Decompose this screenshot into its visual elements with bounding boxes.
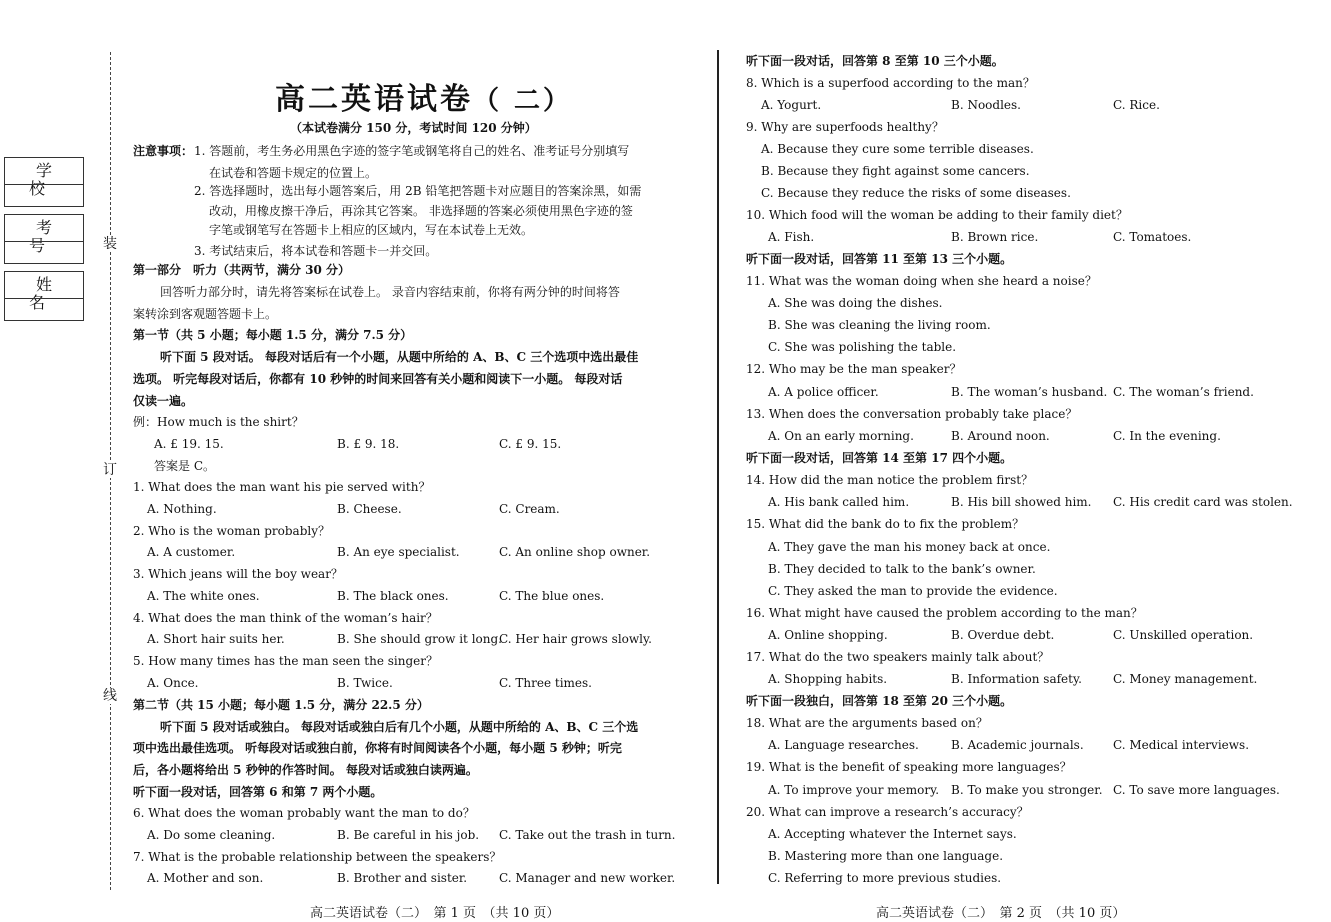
name-label: 姓 名 xyxy=(28,275,66,312)
option-a: A. Do some cleaning. xyxy=(147,828,276,842)
prompt-18-20: 听下面一段独白，回答第 18 至第 20 三个小题。 xyxy=(746,694,1013,708)
option-c: C. The blue ones. xyxy=(499,589,605,603)
option-a: A. The white ones. xyxy=(147,589,260,603)
option-c: C. Rice. xyxy=(1113,98,1160,112)
question: 13. When does the conversation probably take place？ xyxy=(746,407,1078,421)
option-a: A. Once. xyxy=(147,676,199,690)
prompt-14-17: 听下面一段对话，回答第 14 至第 17 四个小题。 xyxy=(746,451,1013,465)
option-a: A. Mother and son. xyxy=(147,871,264,885)
option-a: A. Yogurt. xyxy=(761,98,822,112)
notice-line: 字笔或钢笔写在答题卡上相应的区域内，写在本试卷上无效。 xyxy=(209,223,534,237)
notice-line: 3. 考试结束后，将本试卷和答题卡一并交回。 xyxy=(194,244,438,258)
question: 9. Why are superfoods healthy？ xyxy=(746,120,944,134)
option-c: C. She was polishing the table. xyxy=(768,340,957,354)
section1-instruction: 听下面 5 段对话。 每段对话后有一个小题，从题中所给的 A、B、C 三个选项中选出最佳 xyxy=(160,350,639,364)
option-a: A. Short hair suits her. xyxy=(147,632,285,646)
school-label: 学 校 xyxy=(28,161,66,198)
option-c: C. Manager and new worker. xyxy=(499,871,676,885)
option-b: B. Because they fight against some cancers. xyxy=(761,164,1030,178)
option-a: A. Language researches. xyxy=(768,738,919,752)
option-a: A. On an early morning. xyxy=(768,429,914,443)
option-b: B. Overdue debt. xyxy=(951,628,1055,642)
option-a: A. Nothing. xyxy=(147,502,217,516)
question: 15. What did the bank do to fix the problem？ xyxy=(746,517,1025,531)
option-b: B. The woman’s husband. xyxy=(951,385,1108,399)
field-divider xyxy=(5,241,83,242)
option-b: B. She was cleaning the living room. xyxy=(768,318,991,332)
prompt-11-13: 听下面一段对话，回答第 11 至第 13 三个小题。 xyxy=(746,252,1013,266)
column-divider xyxy=(717,50,719,884)
page-footer-left: 高二英语试卷（二） 第 1 页 （共 10 页） xyxy=(310,906,560,921)
question: 4. What does the man think of the woman’s hair？ xyxy=(133,611,438,625)
prompt-6-7: 听下面一段对话，回答第 6 和第 7 两个小题。 xyxy=(133,785,383,799)
title-main: 高二英语试卷 xyxy=(275,82,473,117)
page-title xyxy=(275,74,572,118)
option-c: C. Unskilled operation. xyxy=(1113,628,1254,642)
option-b: B. Mastering more than one language. xyxy=(768,849,1004,863)
notice-line: 在试卷和答题卡规定的位置上。 xyxy=(209,166,378,180)
question: 17. What do the two speakers mainly talk about？ xyxy=(746,650,1050,664)
section1-instruction: 选项。 听完每段对话后，你都有 10 秒钟的时间来回答有关小题和阅读下一小题。 每段对话 xyxy=(133,372,623,386)
question: 2. Who is the woman probably？ xyxy=(133,524,330,538)
question: 8. Which is a superfood according to the man？ xyxy=(746,76,1035,90)
question: 6. What does the woman probably want the man to do？ xyxy=(133,806,475,820)
option-c: C. His credit card was stolen. xyxy=(1113,495,1293,509)
option-c: C. To save more languages. xyxy=(1113,783,1280,797)
question: 7. What is the probable relationship between the speakers？ xyxy=(133,850,502,864)
exam-number-label: 考 号 xyxy=(28,218,66,255)
option-a: A. Accepting whatever the Internet says. xyxy=(768,827,1017,841)
option-b: B. Noodles. xyxy=(951,98,1021,112)
part1-intro: 回答听力部分时，请先将答案标在试卷上。 录音内容结束前，你将有两分钟的时间将答 xyxy=(160,285,620,299)
option-a: A. Online shopping. xyxy=(768,628,888,642)
section1-heading: 第一节（共 5 小题；每小题 1.5 分，满分 7.5 分） xyxy=(133,328,413,342)
exam-number-field[interactable] xyxy=(4,214,84,264)
part1-heading: 第一部分 听力（共两节，满分 30 分） xyxy=(133,263,351,277)
option-b: B. To make you stronger. xyxy=(951,783,1103,797)
question: 12. Who may be the man speaker？ xyxy=(746,362,962,376)
option-a: A. A police officer. xyxy=(768,385,879,399)
option-b: B. Brown rice. xyxy=(951,230,1039,244)
name-field[interactable] xyxy=(4,271,84,321)
question: 14. How did the man notice the problem first？ xyxy=(746,473,1034,487)
question: 20. What can improve a research’s accuracy？ xyxy=(746,805,1029,819)
page-footer-right: 高二英语试卷（二） 第 2 页 （共 10 页） xyxy=(876,906,1126,921)
notice-line: 改动，用橡皮擦干净后，再涂其它答案。 非选择题的答案必须使用黑色字迹的签 xyxy=(209,204,633,218)
option-c: C. In the evening. xyxy=(1113,429,1221,443)
notice-label: 注意事项： xyxy=(133,144,194,158)
option-c: C. Because they reduce the risks of some diseases. xyxy=(761,186,1071,200)
question: 5. How many times has the man seen the singer？ xyxy=(133,654,439,668)
example-option-a: A. £ 19. 15. xyxy=(154,437,224,451)
option-b: B. Information safety. xyxy=(951,672,1082,686)
part1-intro: 案转涂到客观题答题卡上。 xyxy=(133,307,278,321)
option-b: B. Cheese. xyxy=(337,502,402,516)
option-c: C. Medical interviews. xyxy=(1113,738,1250,752)
section2-instruction: 项中选出最佳选项。 听每段对话或独白前，你将有时间阅读各个小题，每小题 5 秒钟；听完 xyxy=(133,741,622,755)
option-a: A. A customer. xyxy=(147,545,236,559)
option-a: A. His bank called him. xyxy=(768,495,910,509)
option-c: C. The woman’s friend. xyxy=(1113,385,1254,399)
prompt-8-10: 听下面一段对话，回答第 8 至第 10 三个小题。 xyxy=(746,54,1004,68)
question: 19. What is the benefit of speaking more languages？ xyxy=(746,760,1072,774)
section2-heading: 第二节（共 15 小题；每小题 1.5 分，满分 22.5 分） xyxy=(133,698,429,712)
option-b: B. The black ones. xyxy=(337,589,449,603)
question: 1. What does the man want his pie served with？ xyxy=(133,480,431,494)
option-c: C. Referring to more previous studies. xyxy=(768,871,1002,885)
option-c: C. Three times. xyxy=(499,676,592,690)
school-field[interactable] xyxy=(4,157,84,207)
binding-char-zhuang: 装 xyxy=(103,236,117,252)
option-a: A. Fish. xyxy=(768,230,815,244)
example-option-b: B. £ 9. 18. xyxy=(337,437,400,451)
option-c: C. Take out the trash in turn. xyxy=(499,828,676,842)
option-c: C. Money management. xyxy=(1113,672,1258,686)
option-a: A. They gave the man his money back at once. xyxy=(768,540,1051,554)
question: 18. What are the arguments based on？ xyxy=(746,716,988,730)
field-divider xyxy=(5,298,83,299)
example-answer: 答案是 C。 xyxy=(154,459,215,473)
option-c: C. Tomatoes. xyxy=(1113,230,1192,244)
option-c: C. Her hair grows slowly. xyxy=(499,632,652,646)
option-c: C. Cream. xyxy=(499,502,560,516)
section2-instruction: 听下面 5 段对话或独白。 每段对话或独白后有几个小题，从题中所给的 A、B、C 三个选 xyxy=(160,720,639,734)
option-c: C. They asked the man to provide the evidence. xyxy=(768,584,1058,598)
notice-line: 1. 答题前，考生务必用黑色字迹的签字笔或钢笔将自己的姓名、准考证号分别填写 xyxy=(194,144,630,158)
option-b: B. An eye specialist. xyxy=(337,545,460,559)
example-option-c: C. £ 9. 15. xyxy=(499,437,562,451)
option-a: A. Because they cure some terrible diseases. xyxy=(761,142,1034,156)
example-question: 例：How much is the shirt？ xyxy=(133,415,304,429)
notice-line: 2. 答选择题时，选出每小题答案后，用 2B 铅笔把答题卡对应题目的答案涂黑，如需 xyxy=(194,184,642,198)
title-paren: （ 二） xyxy=(473,86,573,116)
section1-instruction: 仅读一遍。 xyxy=(133,394,194,408)
question: 11. What was the woman doing when she heard a noise？ xyxy=(746,274,1097,288)
option-a: A. Shopping habits. xyxy=(768,672,888,686)
option-b: B. Around noon. xyxy=(951,429,1050,443)
option-a: A. To improve your memory. xyxy=(768,783,940,797)
option-b: B. Brother and sister. xyxy=(337,871,468,885)
option-a: A. She was doing the dishes. xyxy=(768,296,943,310)
option-b: B. She should grow it long. xyxy=(337,632,502,646)
option-b: B. Academic journals. xyxy=(951,738,1084,752)
binding-char-xian: 线 xyxy=(103,688,117,704)
question: 10. Which food will the woman be adding to their family diet？ xyxy=(746,208,1128,222)
option-b: B. Be careful in his job. xyxy=(337,828,480,842)
field-divider xyxy=(5,184,83,185)
exam-subtitle: （本试卷满分 150 分，考试时间 120 分钟） xyxy=(290,121,537,135)
option-b: B. They decided to talk to the bank’s owner. xyxy=(768,562,1036,576)
question: 16. What might have caused the problem according to the man？ xyxy=(746,606,1143,620)
question: 3. Which jeans will the boy wear？ xyxy=(133,567,343,581)
option-b: B. His bill showed him. xyxy=(951,495,1092,509)
option-b: B. Twice. xyxy=(337,676,393,690)
binding-char-ding: 订 xyxy=(103,462,117,478)
option-c: C. An online shop owner. xyxy=(499,545,651,559)
section2-instruction: 后，各小题将给出 5 秒钟的作答时间。 每段对话或独白读两遍。 xyxy=(133,763,478,777)
